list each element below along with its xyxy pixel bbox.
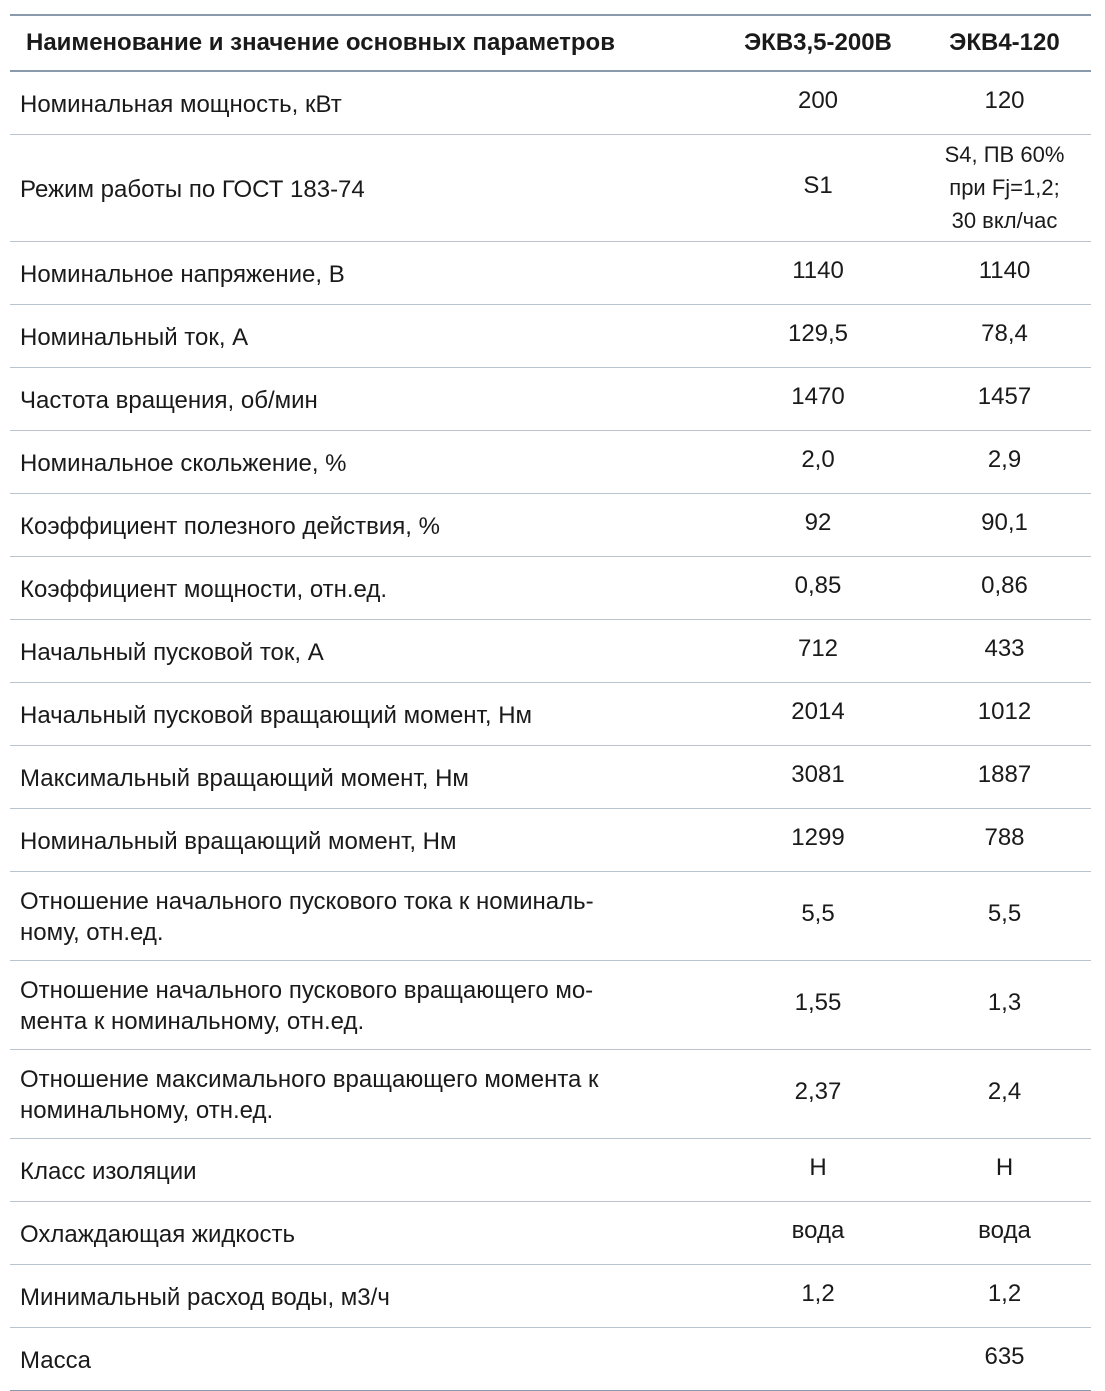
value-cell-b — [918, 135, 1091, 242]
table-row — [10, 1202, 1091, 1265]
table-row — [10, 1265, 1091, 1328]
table-row — [10, 135, 1091, 242]
value-cell-a: 1140 — [792, 256, 844, 284]
header-model-a: ЭКВ3,5-200В — [744, 29, 892, 56]
value-cell-b: 2,4 — [987, 1077, 1022, 1105]
param-cell — [10, 961, 718, 1050]
value-cell-a: Н — [809, 1153, 827, 1181]
param-cell: Режим работы по ГОСТ 183-74 — [20, 175, 365, 203]
param-cell: Номинальный ток, А — [20, 323, 249, 351]
param-cell: Номинальная мощность, кВт — [20, 90, 342, 118]
param-cell: Номинальное скольжение, % — [20, 449, 347, 477]
value-cell-a: 1299 — [791, 823, 845, 851]
param-cell: Начальный пусковой ток, А — [20, 638, 324, 666]
value-cell-b: 5,5 — [987, 899, 1022, 927]
value-cell-b: 1,2 — [987, 1279, 1022, 1307]
value-cell-a: 5,5 — [801, 899, 835, 927]
value-cell-b: 433 — [984, 634, 1025, 662]
value-cell-b: 1887 — [977, 760, 1032, 788]
table-row — [10, 1328, 1091, 1391]
param-cell: Минимальный расход воды, м3/ч — [20, 1283, 390, 1311]
value-cell-a — [718, 1328, 918, 1391]
value-cell-a: S1 — [803, 171, 833, 199]
param-line: мента к номинальному, отн.ед. — [20, 1008, 365, 1035]
table-row — [10, 620, 1091, 683]
value-cell-a: 1,2 — [801, 1279, 835, 1307]
value-cell-a: 129,5 — [787, 319, 849, 347]
table-row — [10, 809, 1091, 872]
value-cell-b: 120 — [984, 86, 1025, 114]
param-cell: Класс изоляции — [20, 1157, 197, 1185]
table-row — [10, 242, 1091, 305]
value-cell-b: 90,1 — [981, 508, 1028, 536]
param-cell: Коэффициент полезного действия, % — [20, 512, 440, 540]
param-line: Отношение начального пускового тока к номиналь- — [20, 888, 594, 915]
value-cell-b: 1140 — [978, 256, 1031, 284]
table-row — [10, 368, 1091, 431]
table-row — [10, 1050, 1091, 1139]
value-cell-b: 635 — [984, 1342, 1025, 1370]
table-row — [10, 961, 1091, 1050]
table-body — [10, 71, 1091, 1391]
table-row — [10, 494, 1091, 557]
value-cell-b: 1012 — [977, 697, 1032, 725]
value-cell-a: 92 — [804, 508, 832, 536]
param-cell: Номинальный вращающий момент, Нм — [20, 827, 457, 855]
specifications-table — [10, 14, 1091, 1391]
value-cell-a: 0,85 — [794, 571, 842, 599]
table-row — [10, 431, 1091, 494]
header-model-b: ЭКВ4-120 — [949, 29, 1060, 56]
value-line: 30 вкл/час — [951, 207, 1058, 233]
header-row — [10, 15, 1091, 71]
table-row — [10, 683, 1091, 746]
value-cell-b: 78,4 — [981, 319, 1028, 347]
value-cell-b: 1,3 — [987, 988, 1022, 1016]
param-cell — [10, 1050, 718, 1139]
value-cell-b: 1457 — [977, 382, 1032, 410]
value-cell-b: Н — [995, 1153, 1014, 1181]
value-cell-a: 2014 — [791, 697, 845, 725]
param-cell: Номинальное напряжение, В — [20, 260, 345, 288]
param-cell: Максимальный вращающий момент, Нм — [20, 764, 469, 792]
value-cell-a: вода — [791, 1216, 845, 1244]
param-cell: Коэффициент мощности, отн.ед. — [20, 575, 388, 603]
table-header — [10, 15, 1091, 71]
value-cell-a: 1470 — [791, 382, 845, 410]
table-row — [10, 71, 1091, 135]
value-cell-a: 2,37 — [794, 1077, 842, 1105]
table-row — [10, 746, 1091, 809]
param-cell: Частота вращения, об/мин — [20, 386, 318, 414]
param-cell: Масса — [20, 1346, 91, 1374]
value-cell-b: вода — [978, 1216, 1031, 1244]
table-row — [10, 1139, 1091, 1202]
value-cell-b: 0,86 — [981, 571, 1028, 599]
value-cell-a: 2,0 — [801, 445, 835, 473]
param-cell: Охлаждающая жидкость — [20, 1220, 295, 1248]
param-line: Отношение максимального вращающего момента к — [20, 1066, 599, 1093]
value-cell-b: 788 — [984, 823, 1025, 851]
param-line: ному, отн.ед. — [20, 919, 164, 946]
table-row — [10, 872, 1091, 961]
value-line: S4, ПВ 60% — [944, 141, 1065, 167]
param-line: номинальному, отн.ед. — [20, 1097, 274, 1124]
value-cell-a: 3081 — [791, 760, 845, 788]
value-cell-b: 2,9 — [987, 445, 1022, 473]
param-cell — [10, 872, 718, 961]
table-row — [10, 557, 1091, 620]
value-cell-a: 200 — [797, 86, 839, 114]
value-cell-a: 1,55 — [794, 988, 842, 1016]
header-parameter: Наименование и значение основных параметров — [26, 29, 615, 56]
param-line: Отношение начального пускового вращающего мо- — [20, 977, 594, 1004]
param-cell: Начальный пусковой вращающий момент, Нм — [20, 701, 533, 729]
table-row — [10, 305, 1091, 368]
value-line: при Fj=1,2; — [949, 174, 1060, 200]
value-cell-a: 712 — [797, 634, 839, 662]
